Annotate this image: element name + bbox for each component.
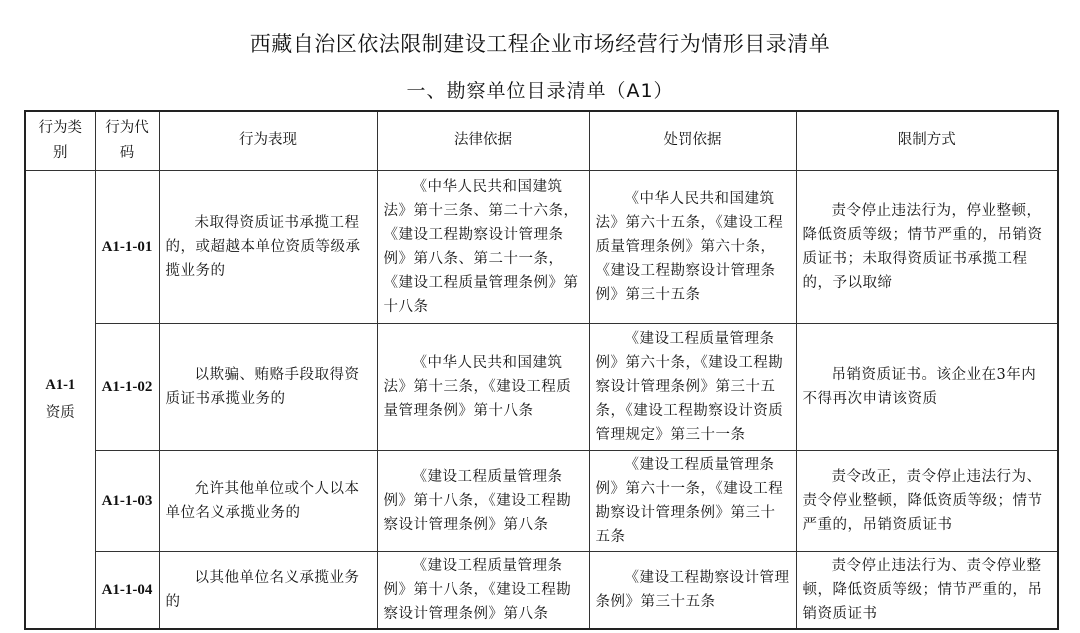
behavior-cell: 以欺骗、贿赂手段取得资质证书承揽业务的 bbox=[159, 323, 377, 450]
header-legal-basis: 法律依据 bbox=[377, 111, 589, 170]
document-title: 西藏自治区依法限制建设工程企业市场经营行为情形目录清单 bbox=[249, 32, 831, 56]
legal-basis-cell: 《中华人民共和国建筑法》第十三条、第二十六条，《建设工程勘察设计管理条例》第八条、第二十一条，《建设工程质量管理条例》第十八条 bbox=[377, 170, 589, 323]
behavior-code: A1-1-02 bbox=[95, 323, 159, 450]
behavior-code: A1-1-04 bbox=[95, 551, 159, 629]
legal-basis-cell: 《建设工程质量管理条例》第十八条，《建设工程勘察设计管理条例》第八条 bbox=[377, 450, 589, 551]
header-code: 行为代码 bbox=[95, 111, 159, 170]
table-header-row bbox=[25, 111, 1058, 170]
table-row bbox=[25, 450, 1058, 551]
category-name: 资质 bbox=[45, 405, 75, 422]
table-row bbox=[25, 323, 1058, 450]
penalty-basis-cell: 《建设工程质量管理条例》第六十一条，《建设工程勘察设计管理条例》第三十五条 bbox=[589, 450, 796, 551]
table-row bbox=[25, 551, 1058, 629]
penalty-basis-cell: 《建设工程质量管理条例》第六十条，《建设工程勘察设计管理条例》第三十五条，《建设工程勘察设计资质管理规定》第三十一条 bbox=[589, 323, 796, 450]
section-subtitle: 一、勘察单位目录清单（A1） bbox=[406, 80, 674, 102]
behavior-cell: 允许其他单位或个人以本单位名义承揽业务的 bbox=[159, 450, 377, 551]
catalog-table bbox=[24, 110, 1059, 630]
header-restriction: 限制方式 bbox=[796, 111, 1058, 170]
header-penalty-basis: 处罚依据 bbox=[589, 111, 796, 170]
restriction-cell: 责令改正，责令停止违法行为、责令停业整顿，降低资质等级；情节严重的，吊销资质证书 bbox=[796, 450, 1058, 551]
penalty-basis-cell: 《中华人民共和国建筑法》第六十五条，《建设工程质量管理条例》第六十条，《建设工程勘察设计管理条例》第三十五条 bbox=[589, 170, 796, 323]
category-cell bbox=[25, 170, 95, 629]
behavior-cell: 以其他单位名义承揽业务的 bbox=[159, 551, 377, 629]
header-behavior: 行为表现 bbox=[159, 111, 377, 170]
table-row bbox=[25, 170, 1058, 323]
header-category: 行为类别 bbox=[25, 111, 95, 170]
restriction-cell: 责令停止违法行为，停业整顿，降低资质等级；情节严重的，吊销资质证书；未取得资质证书承揽工程的，予以取缔 bbox=[796, 170, 1058, 323]
restriction-cell: 吊销资质证书。该企业在3年内不得再次申请该资质 bbox=[796, 323, 1058, 450]
restriction-cell: 责令停止违法行为、责令停业整顿，降低资质等级；情节严重的，吊销资质证书 bbox=[796, 551, 1058, 629]
behavior-cell: 未取得资质证书承揽工程的，或超越本单位资质等级承揽业务的 bbox=[159, 170, 377, 323]
behavior-code: A1-1-03 bbox=[95, 450, 159, 551]
category-code: A1-1 bbox=[45, 377, 76, 394]
legal-basis-cell: 《中华人民共和国建筑法》第十三条，《建设工程质量管理条例》第十八条 bbox=[377, 323, 589, 450]
legal-basis-cell: 《建设工程质量管理条例》第十八条，《建设工程勘察设计管理条例》第八条 bbox=[377, 551, 589, 629]
penalty-basis-cell: 《建设工程勘察设计管理条例》第三十五条 bbox=[589, 551, 796, 629]
behavior-code: A1-1-01 bbox=[95, 170, 159, 323]
